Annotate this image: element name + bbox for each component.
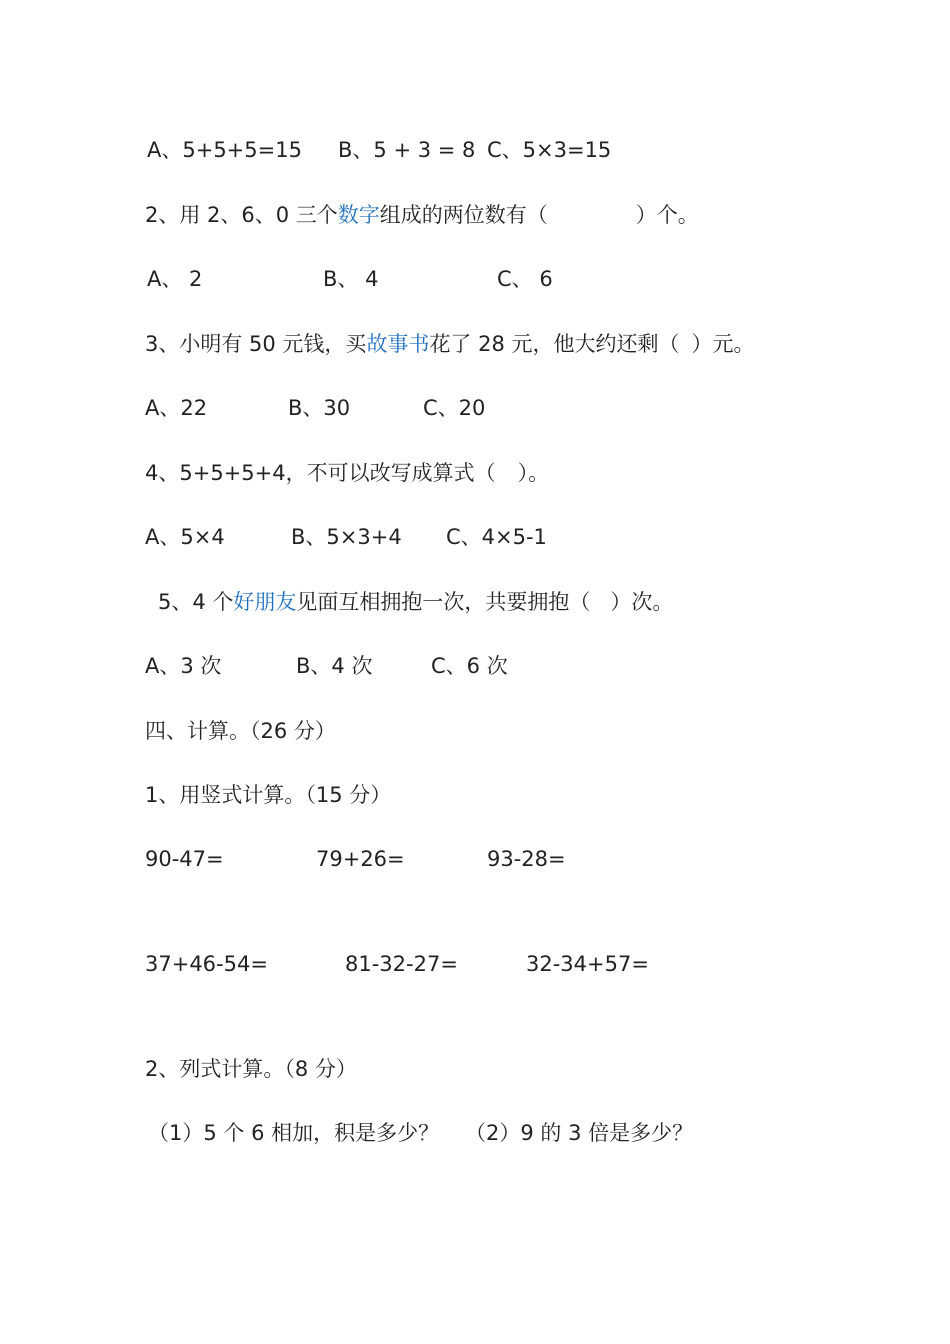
q5-post: 见面互相拥抱一次，共要拥抱（ xyxy=(296,590,591,614)
q3-option-a: A、22 xyxy=(145,396,208,420)
part-2-title: 2、列式计算。（8 分） xyxy=(145,1057,357,1081)
q5-option-c: C、6 次 xyxy=(431,654,508,678)
q2-post: 组成的两位数有（ xyxy=(379,203,548,227)
q4-option-c: C、4×5-1 xyxy=(446,525,547,549)
q3-tail: ）元。 xyxy=(691,332,755,356)
q5-pre: 5、4 个 xyxy=(158,590,234,614)
question-3 xyxy=(145,329,755,359)
q2-option-a: A、 2 xyxy=(147,267,203,291)
q2-option-c: C、 6 xyxy=(497,267,553,291)
q1-option-c: C、5×3=15 xyxy=(487,138,612,162)
word-problem-2: （2）9 的 3 倍是多少？ xyxy=(465,1121,694,1145)
calc-item: 37+46-54= xyxy=(145,952,268,976)
calc-item: 32-34+57= xyxy=(526,952,649,976)
question-2 xyxy=(145,200,699,230)
q1-option-a: A、5+5+5=15 xyxy=(147,138,302,162)
q5-option-a: A、3 次 xyxy=(145,654,222,678)
q2-option-b: B、 4 xyxy=(323,267,379,291)
section-4-title: 四、计算。（26 分） xyxy=(145,719,336,743)
q3-highlight: 故事书 xyxy=(366,332,430,356)
q5-highlight: 好朋友 xyxy=(233,590,297,614)
q5-tail: ）次。 xyxy=(610,590,674,614)
q4-option-a: A、5×4 xyxy=(145,525,225,549)
q2-pre: 2、用 2、6、0 三个 xyxy=(145,203,338,227)
q3-pre: 3、小明有 50 元钱，买 xyxy=(145,332,367,356)
word-problem-1: （1）5 个 6 相加，积是多少？ xyxy=(148,1121,440,1145)
calc-item: 81-32-27= xyxy=(345,952,458,976)
calc-item: 90-47= xyxy=(145,847,224,871)
q3-option-c: C、20 xyxy=(423,396,486,420)
q4-option-b: B、5×3+4 xyxy=(291,525,402,549)
question-4 xyxy=(145,458,549,488)
q3-post: 花了 28 元，他大约还剩（ xyxy=(429,332,680,356)
part-1-title: 1、用竖式计算。（15 分） xyxy=(145,783,392,807)
question-5 xyxy=(158,587,673,617)
q1-option-b: B、5 + 3 = 8 xyxy=(338,138,476,162)
q5-option-b: B、4 次 xyxy=(296,654,373,678)
q2-highlight: 数字 xyxy=(337,203,380,227)
calc-item: 93-28= xyxy=(487,847,566,871)
q2-tail: ）个。 xyxy=(635,203,699,227)
calc-item: 79+26= xyxy=(316,847,405,871)
q3-option-b: B、30 xyxy=(288,396,351,420)
q4-tail: ）。 xyxy=(517,461,550,485)
q4-text: 4、5+5+5+4，不可以改写成算式（ xyxy=(145,461,496,485)
